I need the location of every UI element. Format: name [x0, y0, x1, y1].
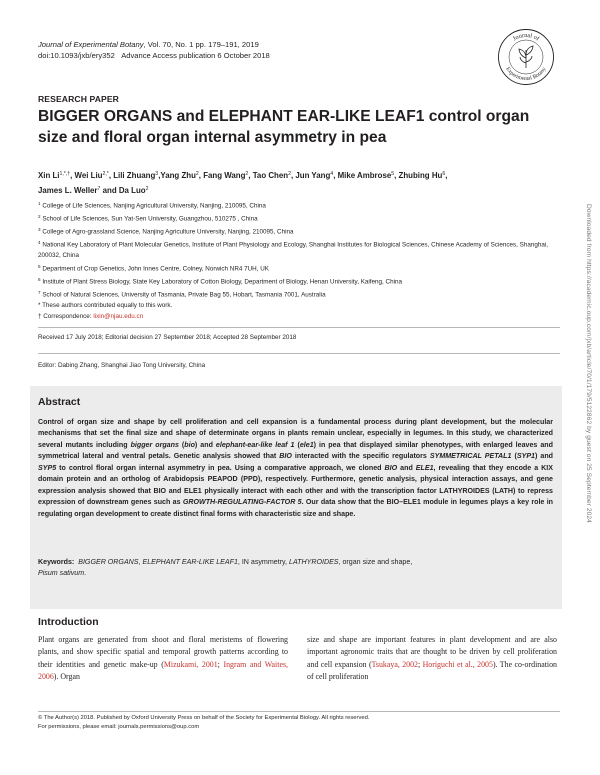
journal-seal-logo — [497, 28, 555, 86]
author: Xin $Li^{1,*,\dagger}$ — [38, 171, 71, 180]
affiliation-list — [38, 199, 553, 301]
correspondence-email-link[interactable]: lixin@njau.edu.cn — [93, 312, 144, 320]
article-dates: Received 17 July 2018; Editorial decision 27 September 2018; Accepted 28 September 2018 — [38, 334, 297, 341]
affiliation-item: $^4$ National Key Laboratory of Plant Molecular Genetics, Institute of Plant Physiology and Ecology, Shanghai Institutes for Biological Sciences, Chinese Academy of Sciences, Shanghai, 200032, China — [38, 240, 548, 260]
advance-access: Advance Access publication 6 October 2018 — [121, 50, 270, 60]
citation-link[interactable]: Tsukaya, 2002 — [371, 659, 418, 669]
divider — [38, 327, 560, 328]
keywords: Keywords: BIGGER ORGANS, ELEPHANT EAR-LIKE LEAF1, IN asymmetry, LATHYROIDES, organ size and shape, Pisum sativum. — [38, 558, 413, 578]
download-stamp-text: Downloaded from https://academic.oup.com/jxb/article/70/1/179/5122862 by guest on 25 September 2024 — [585, 204, 592, 523]
copyright-notice — [38, 714, 369, 733]
affiliation-item: $^7$ School of Natural Sciences, University of Tasmania, Private Bag 55, Hobart, Tasmania 7001, Australia — [38, 290, 326, 299]
affiliation-item: $^1$ College of Life Sciences, Nanjing Agricultural University, Nanjing, 210095, China — [38, 201, 266, 210]
author: Tao Chen$^2$ — [252, 171, 291, 180]
affiliation-item: $^6$ Institute of Plant Stress Biology, State Key Laboratory of Cotton Biology, Department of Biology, Henan University, Kaifeng, China — [38, 277, 403, 286]
journal-name: Journal of Experimental Botany — [38, 40, 144, 49]
introduction-heading: Introduction — [38, 617, 99, 628]
journal-doi[interactable]: doi:10.1093/jxb/ery352 — [38, 50, 115, 60]
author-list: Xin $Li^{1,*,\dagger}$, Wei Liu$^{2,*}$, Lili Zhuang$^3$,Yang Zhu$^2$, Fang Wang$^2$, Tao Chen$^2$, Jun Yang$^4$, Mike Ambrose$^5$, Zhubing Hu$^6$, James L. Weller$^7$ and Da Luo$^2$ — [38, 171, 448, 195]
paper-type-label: RESEARCH PAPER — [38, 94, 119, 104]
introduction-column-left: Plant organs are generated from shoot and floral meristems of flowering plants, and show specific spatial and temporal growth patterns according to their identities and genetic make-up (Mizukami, 2001; Ingram and Waites, 2006). Organ — [38, 635, 288, 682]
seal-plant-icon — [519, 46, 533, 68]
citation-link[interactable]: Mizukami, 2001 — [163, 659, 218, 669]
introduction-column-right: size and shape are important features in plant development and are also important agronomic traits that are thought to be driven by cell proliferation and cell expansion (Tsukaya, 2002; Horiguchi et al., 2005). The co-ordination of cell proliferation — [307, 635, 557, 682]
author-notes — [38, 301, 553, 322]
author: Zhubing Hu$^6$ — [398, 171, 446, 180]
affiliation-item: $^5$ Department of Crop Genetics, John Innes Centre, Colney, Norwich NR4 7UH, UK — [38, 263, 269, 273]
divider — [38, 353, 560, 354]
journal-doi-line — [38, 51, 270, 62]
affiliation-item: $^2$ School of Life Sciences, Sun Yat-Sen University, Guangzhou, 510275 , China — [38, 214, 258, 223]
author-and: and — [102, 185, 117, 195]
author: Mike Ambrose$^5$ — [337, 171, 395, 180]
abstract-heading: Abstract — [38, 397, 81, 408]
author: Yang Zhu$^2$ — [160, 171, 199, 180]
keywords-label: Keywords: — [38, 558, 75, 566]
author: Lili Zhuang$^3$ — [113, 171, 159, 180]
author: Da Luo$^2$ — [118, 185, 149, 195]
correspondence-note: † Correspondence: lixin@njau.edu.cn — [38, 312, 144, 320]
author: James L. Weller$^7$ — [38, 185, 101, 195]
author: Wei Liu$^{2,*}$ — [74, 171, 109, 180]
seal-text-top: Journal of — [511, 31, 541, 43]
article-title: BIGGER ORGANS and ELEPHANT EAR-LIKE LEAF1 control organ size and floral organ internal asymmetry in pea — [38, 108, 530, 146]
svg-text:Journal of — [512, 32, 542, 43]
affiliation-item: $^3$ College of Agro-grassland Science, Nanjing Agriculture University, Nanjing, 210095, China — [38, 227, 294, 236]
journal-header — [38, 40, 270, 61]
download-stamp — [580, 204, 592, 584]
seal-text-bottom: Experimental Botany — [504, 66, 548, 83]
citation-link[interactable]: Ingram and Waites, 2006 — [38, 659, 288, 682]
citation-link[interactable]: Horiguchi et al., 2005 — [422, 659, 493, 669]
divider — [38, 711, 560, 712]
abstract-text: Control of organ size and shape by cell proliferation and cell expansion is a fundamental process during plant development, but the molecular mechanisms that set the final size and shape of determinate organs in plants remain unclear, especially in legumes. In this study, we characterized several mutants including bigger organs (bio) and elephant-ear-like leaf 1 (ele1) in pea that displayed similar phenotypes, with enlarged leaves and symmetrical lateral and ventral petals. Genetic analysis showed that BIO interacted with the specific regulators SYMMETRICAL PETAL1 (SYP1) and SYP5 to control floral organ internal asymmetry in pea. Using a comparative approach, we cloned BIO and ELE1, revealing that they encode a KIX domain protein and an ortholog of Arabidopsis PEAPOD (PPD), respectively. Furthermore, genetic analysis, physical interaction assays, and gene expression analysis showed that BIO and ELE1 physically interact with each other and with the transcription factor LATHYROIDES (LATH) to repress expression of downstream genes such as GROWTH-REGULATING-FACTOR 5. Our data show that the BIO–ELE1 module in legumes plays a key role in regulating organ development to create distinct final forms with characteristic size and shape. — [38, 418, 553, 518]
journal-citation-line — [38, 40, 270, 51]
author: Jun Yang$^4$ — [295, 171, 334, 180]
handling-editor: Editor: Dabing Zhang, Shanghai Jiao Tong University, China — [38, 362, 206, 369]
journal-volume: , Vol. 70, No. 1 pp. 179–191, 2019 — [143, 40, 259, 49]
copyright-line: © The Author(s) 2018. Published by Oxford University Press on behalf of the Society for Experimental Biology. All rights reserved. — [38, 715, 370, 721]
equal-contribution-note: * These authors contributed equally to this work. — [38, 302, 173, 309]
author: Fang Wang$^2$ — [203, 171, 249, 180]
permissions-line: For permissions, please email: journals.permissions@oup.com — [38, 724, 200, 731]
